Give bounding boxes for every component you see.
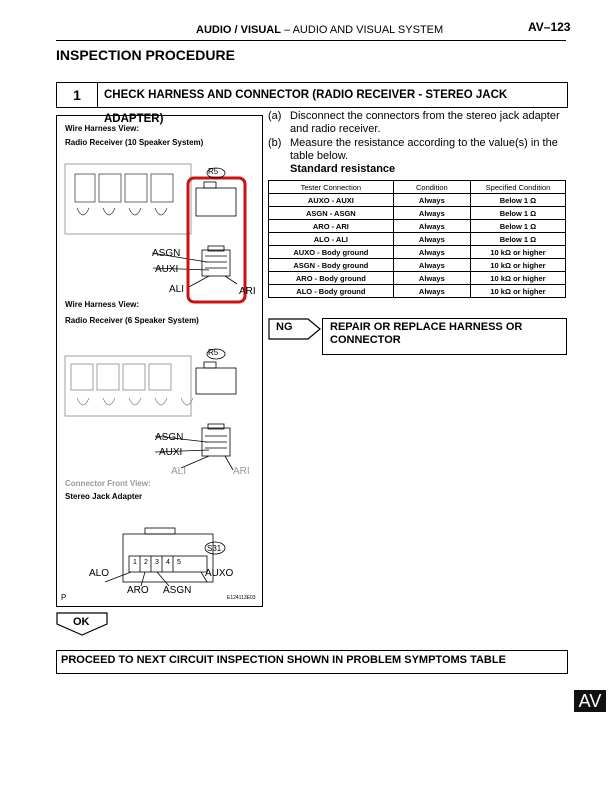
table-cell: AUXO - AUXI [269,194,394,207]
view2-pin-auxi: AUXI [159,447,183,458]
view2-pin-ari: ARI [233,466,250,477]
view1-pin-ali: ALI [169,284,185,295]
table-cell: Always [393,285,470,298]
view3-pin-number-4: 4 [166,559,170,566]
instruction-a-text: Disconnect the connectors from the stereo jack adapter and radio receiver. [290,110,560,135]
table-row [269,233,566,246]
column-header: Condition [393,181,470,194]
table-cell: ASGN - ASGN [269,207,394,220]
view3-caption: Stereo Jack Adapter [65,492,143,501]
table-row [269,220,566,233]
page-number: AV–123 [528,20,571,34]
table-cell: Always [393,220,470,233]
table-header-row [269,181,566,194]
ng-action-text: REPAIR OR REPLACE HARNESS OR CONNECTOR [330,321,523,346]
header-subsection: AUDIO AND VISUAL SYSTEM [292,24,444,36]
view1-heading: Wire Harness View: [65,124,140,133]
table-row [269,285,566,298]
connector-figure [56,115,263,607]
view1-pin-auxi: AUXI [155,264,179,275]
table-cell: Always [393,259,470,272]
table-cell: 10 kΩ or higher [470,285,565,298]
view3-heading: Connector Front View: [65,479,151,488]
table-cell: Below 1 Ω [470,233,565,246]
table-cell: Always [393,272,470,285]
table-cell: Below 1 Ω [470,207,565,220]
table-cell: 10 kΩ or higher [470,259,565,272]
ok-label: OK [73,616,90,628]
table-cell: ARO - ARI [269,220,394,233]
table-cell: ARO - Body ground [269,272,394,285]
column-header: Tester Connection [269,181,394,194]
view3-pin-alo: ALO [89,568,110,579]
view2-caption: Radio Receiver (6 Speaker System) [65,316,199,325]
view3-pin-number-5: 5 [177,559,181,566]
corner-mark: P [61,593,67,602]
instruction-a-key: (a) [268,110,282,122]
view1-pin-ari: ARI [239,286,256,297]
view3-pin-number-3: 3 [155,559,159,566]
view1-connector-id: R5 [208,167,219,176]
table-cell: ASGN - Body ground [269,259,394,272]
section-tab: AV [574,690,606,712]
step-number: 1 [57,83,98,107]
procedure-title: INSPECTION PROCEDURE [56,47,235,63]
table-row [269,259,566,272]
header-title [196,24,443,36]
table-row [269,194,566,207]
view3-pin-asgn: ASGN [163,585,192,596]
view1-caption: Radio Receiver (10 Speaker System) [65,138,204,147]
view3-pin-auxo: AUXO [205,568,234,579]
step-title: CHECK HARNESS AND CONNECTOR (RADIO RECEIVER - STEREO JACK ADAPTER) [104,89,508,125]
table-cell: 10 kΩ or higher [470,246,565,259]
table-cell: 10 kΩ or higher [470,272,565,285]
instruction-b-key: (b) [268,137,282,149]
standard-resistance-label: Standard resistance [290,163,396,175]
header-separator: – [284,24,291,36]
resistance-table [268,180,566,298]
table-cell: Below 1 Ω [470,220,565,233]
view3-pin-number-2: 2 [144,559,148,566]
view1-pin-asgn: ASGN [152,248,181,259]
ng-label: NG [276,321,293,333]
view2-pin-ali: ALI [171,466,187,477]
figure-id: E124113E03 [227,595,256,601]
table-row [269,246,566,259]
table-cell: Always [393,194,470,207]
table-cell: Below 1 Ω [470,194,565,207]
column-header: Specified Condition [470,181,565,194]
table-cell: Always [393,207,470,220]
table-cell: Always [393,246,470,259]
instruction-b-text: Measure the resistance according to the value(s) in the table below. [290,137,558,162]
view3-pin-aro: ARO [127,585,149,596]
header-divider [56,40,566,41]
table-cell: ALO - Body ground [269,285,394,298]
table-cell: Always [393,233,470,246]
view2-connector-id: R5 [208,348,219,357]
view3-pin-number-1: 1 [133,559,137,566]
table-cell: AUXO - Body ground [269,246,394,259]
connector-diagram [57,116,262,606]
table-cell: ALO - ALI [269,233,394,246]
view3-connector-id: S31 [207,544,222,553]
view2-pin-asgn: ASGN [155,432,184,443]
header-section: AUDIO / VISUAL [196,24,281,36]
table-row [269,272,566,285]
table-row [269,207,566,220]
final-step-text: PROCEED TO NEXT CIRCUIT INSPECTION SHOWN IN PROBLEM SYMPTOMS TABLE [61,654,506,666]
view2-heading: Wire Harness View: [65,300,140,309]
